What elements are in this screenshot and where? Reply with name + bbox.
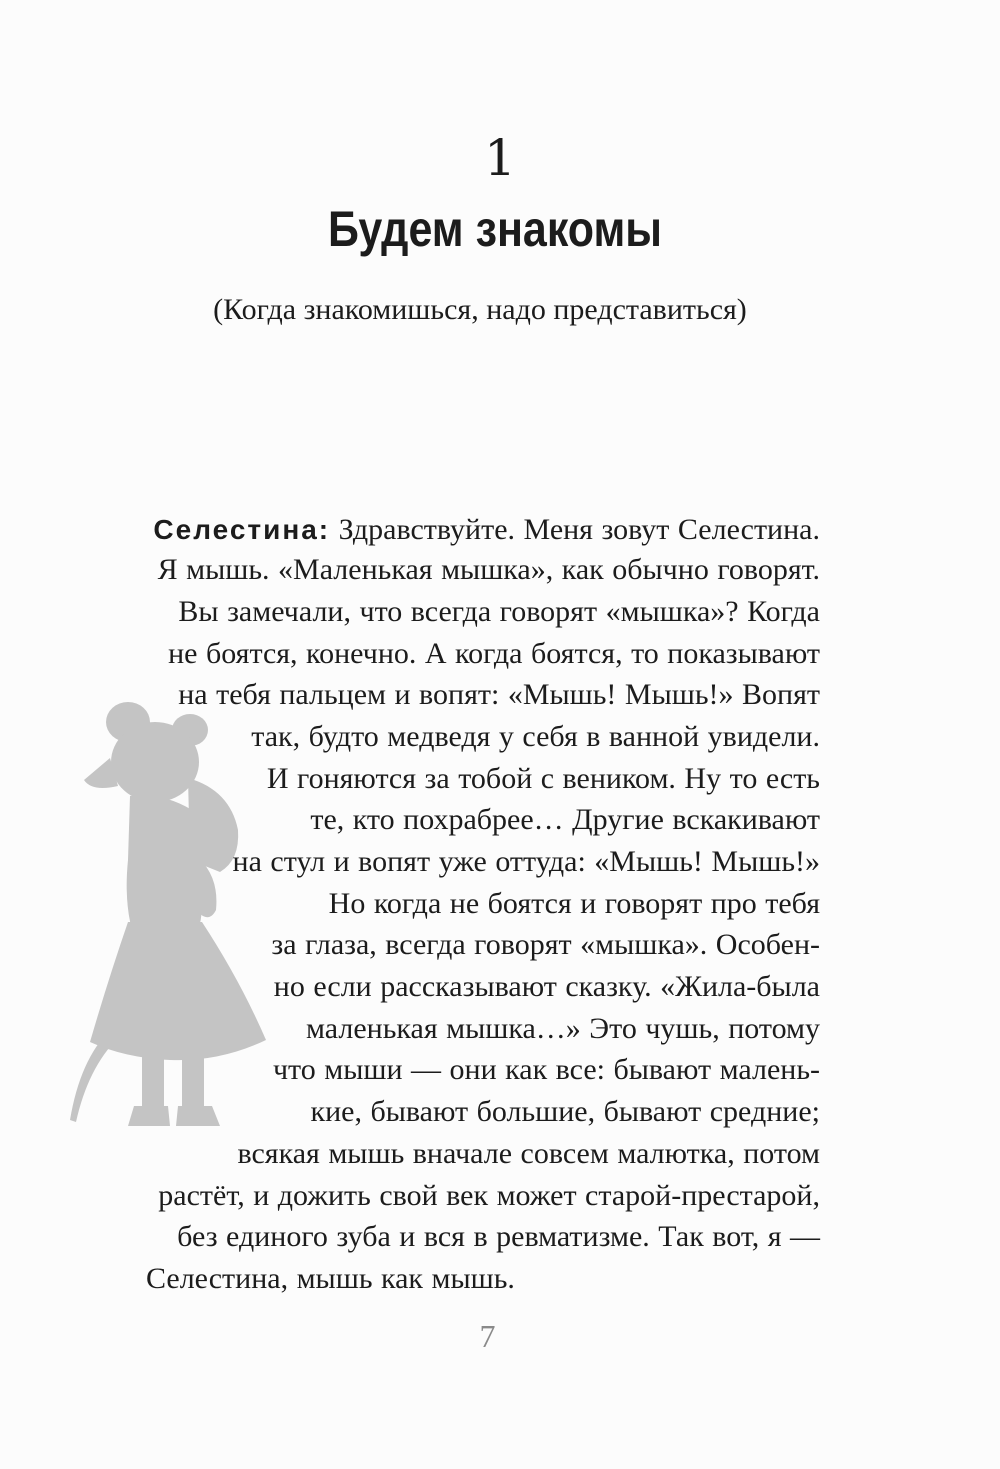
passage-line: не боятся, конечно. А когда боятся, то показывают (168, 637, 820, 670)
passage-line: кие, бывают большие, бывают средние; (310, 1095, 820, 1128)
passage-line: на тебя пальцем и вопят: «Мышь! Мышь!» Вопят (178, 678, 820, 711)
speaker-name: Селестина: (153, 514, 331, 545)
passage-line: те, кто похрабрее… Другие вскакивают (310, 803, 820, 836)
passage-line: маленькая мышка…» Это чушь, потому (306, 1012, 820, 1045)
passage-line: растёт, и дожить свой век может старой-престарой, (158, 1179, 820, 1212)
chapter-number: 1 (484, 129, 516, 187)
passage-line: всякая мышь вначале совсем малютка, потом (237, 1137, 820, 1170)
chapter-subtitle: (Когда знакомишься, надо представиться) (213, 293, 747, 326)
passage-line: на стул и вопят уже оттуда: «Мышь! Мышь!» (232, 845, 820, 878)
chapter-title: Будем знакомы (327, 201, 663, 257)
passage-line: Селестина, мышь как мышь. (146, 1262, 515, 1295)
passage-line: что мыши — они как все: бывают малень- (272, 1053, 820, 1086)
passage-line: Селестина: Здравствуйте. Меня зовут Селестина. (153, 513, 820, 546)
passage-line: Я мышь. «Маленькая мышка», как обычно говорят. (157, 553, 820, 586)
passage-line: так, будто медведя у себя в ванной увидели. (251, 720, 820, 753)
page-number: 7 (479, 1318, 496, 1354)
passage-line: за глаза, всегда говорят «мышка». Особен- (271, 928, 820, 961)
passage-line: без единого зуба и вся в ревматизме. Так вот, я — (177, 1220, 820, 1253)
passage-line: но если рассказывают сказку. «Жила-была (273, 970, 820, 1003)
passage-line: Но когда не боятся и говорят про тебя (328, 887, 820, 920)
passage-line: Вы замечали, что всегда говорят «мышка»? Когда (178, 595, 820, 628)
passage-line: И гоняются за тобой с веником. Ну то есть (266, 762, 820, 795)
